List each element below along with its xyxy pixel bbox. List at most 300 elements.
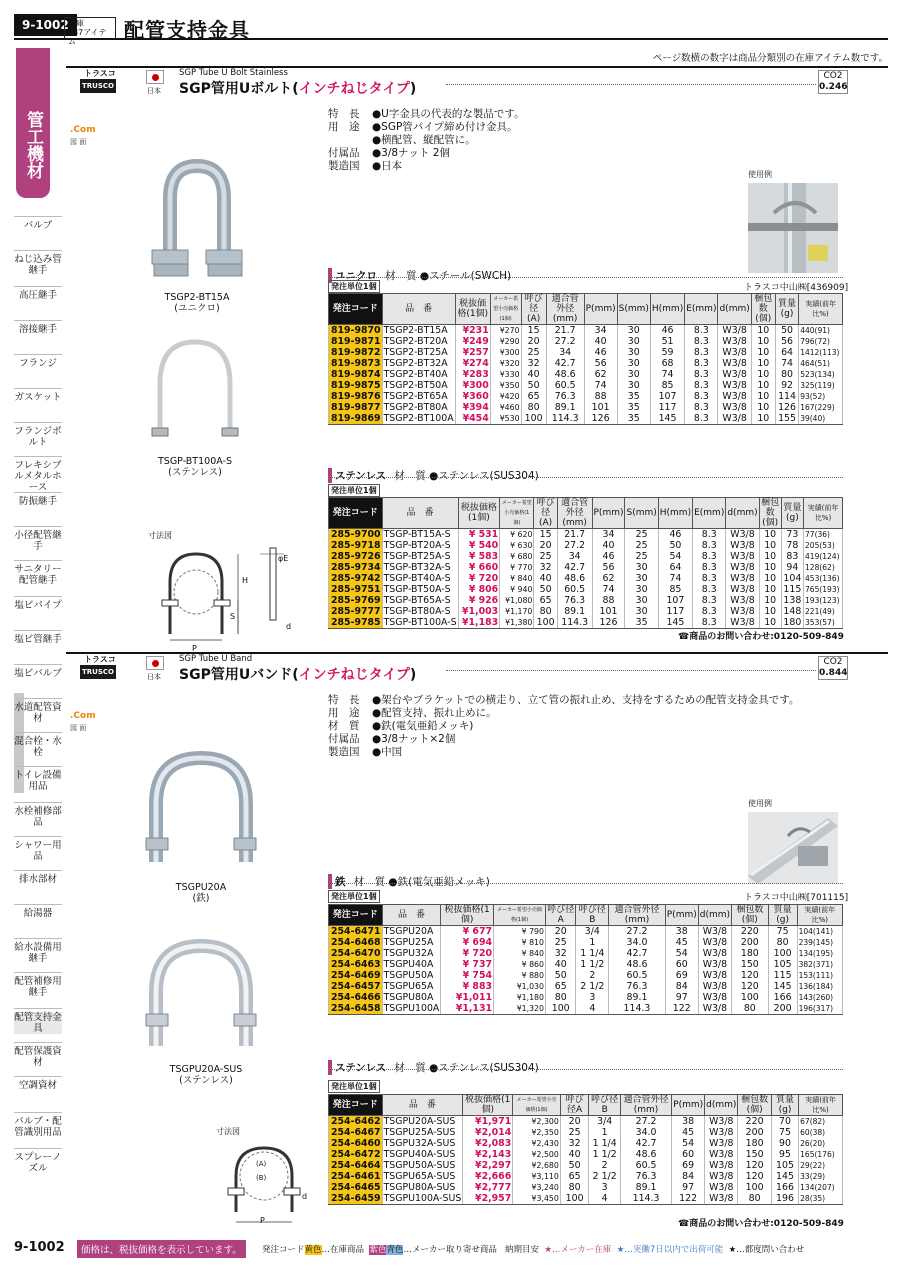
column-header: 品 番: [382, 498, 458, 529]
table-cell: 114.3: [620, 1193, 671, 1205]
table-cell: 74: [592, 584, 625, 595]
table-cell: 83: [781, 551, 803, 562]
sidebar-item[interactable]: 塩ビバルブ: [14, 668, 62, 679]
product-subtitle: SGP Tube U Bolt Stainless: [179, 68, 288, 78]
table-cell: 10: [759, 551, 781, 562]
table-row[interactable]: [329, 937, 843, 948]
sidebar-item[interactable]: 混合栓・水栓: [14, 736, 62, 758]
table-cell: 34: [557, 551, 592, 562]
column-header: 適合管外径(mm): [557, 498, 592, 529]
order-code[interactable]: 285-9734: [329, 562, 383, 573]
table-row[interactable]: [329, 959, 843, 970]
order-code[interactable]: 819-9869: [329, 413, 383, 425]
table-cell: 68: [650, 358, 684, 369]
dim-p: P: [260, 1216, 265, 1225]
table-cell: 60(38): [799, 1127, 843, 1138]
order-code[interactable]: 254-6472: [329, 1149, 383, 1160]
table-header-row: [329, 498, 843, 529]
table-cell: 8.3: [693, 529, 726, 541]
table-cell: 80: [545, 992, 575, 1003]
table-row[interactable]: [329, 606, 843, 617]
order-code[interactable]: 285-9769: [329, 595, 383, 606]
sidebar-item[interactable]: 水栓補修部品: [14, 806, 62, 828]
table-row[interactable]: [329, 1003, 843, 1015]
table-cell: 100: [534, 617, 557, 629]
table-cell: W3/8: [705, 1160, 738, 1171]
sidebar-item[interactable]: スプレーノズル: [14, 1152, 62, 1174]
table-cell: 30: [617, 325, 650, 337]
part-number: TSGPU20A-SUS: [382, 1116, 463, 1128]
usage-photo: [748, 169, 838, 274]
table-cell: 76.3: [620, 1171, 671, 1182]
table-cell: 27.2: [557, 540, 592, 551]
table-cell: 54: [665, 948, 698, 959]
order-code[interactable]: 819-9870: [329, 325, 383, 337]
table-cell: 114.3: [557, 617, 592, 629]
table-row[interactable]: [329, 1160, 843, 1171]
table-cell: 30: [617, 369, 650, 380]
sidebar-item[interactable]: 小径配管継手: [14, 530, 62, 552]
sidebar-item[interactable]: フレキシブルメタルホース: [14, 460, 62, 493]
feature-label: 特 長: [328, 108, 360, 120]
feature-text: ●3/8ナット×2個: [372, 733, 456, 745]
table-cell: W3/8: [705, 1116, 738, 1128]
part-number: TSGPU65A-SUS: [382, 1171, 463, 1182]
table-dotted-rule: [328, 883, 843, 884]
column-header: 質量(g): [768, 905, 797, 926]
feature-text: ●U字金具の代表的な製品です。: [372, 108, 525, 120]
feature-row: [328, 121, 808, 134]
price: ¥257: [455, 347, 490, 358]
sidebar-item[interactable]: フランジボルト: [14, 426, 62, 448]
table-cell: 796(72): [799, 336, 843, 347]
sidebar-divider: [14, 456, 62, 457]
part-number: TSGP-BT15A-S: [382, 529, 458, 541]
trusco-logo: TRUSCO: [80, 665, 116, 679]
table-cell: ¥1,320: [494, 1003, 546, 1015]
table-header-row: [329, 905, 843, 926]
part-number: TSGP2-BT15A: [382, 325, 455, 337]
sidebar-divider: [14, 216, 62, 217]
table-cell: 220: [732, 926, 769, 938]
table-row[interactable]: [329, 617, 843, 629]
order-code[interactable]: 254-6461: [329, 1171, 383, 1182]
order-code[interactable]: 254-6469: [329, 970, 383, 981]
page-title: 配管支持金具: [124, 18, 250, 42]
table-cell: ¥300: [490, 347, 521, 358]
table-cell: 46: [584, 347, 617, 358]
product-subtitle: SGP Tube U Band: [179, 654, 253, 664]
dim-a: (A): [256, 1160, 267, 1168]
table-cell: 76.3: [546, 391, 584, 402]
table-cell: 145: [658, 617, 692, 629]
table-cell: 10: [759, 562, 781, 573]
section-u-band: [66, 652, 888, 1232]
dim-b: (B): [256, 1174, 267, 1182]
table-row[interactable]: [329, 584, 843, 595]
sidebar-main-category[interactable]: 管工機材: [16, 48, 50, 198]
table-row[interactable]: [329, 981, 843, 992]
title-dotted-rule: [446, 670, 816, 671]
table-row[interactable]: [329, 1171, 843, 1182]
table-cell: 84: [665, 981, 698, 992]
table-cell: 75: [771, 1127, 798, 1138]
table-cell: 3/4: [589, 1116, 621, 1128]
table-cell: 382(371): [797, 959, 842, 970]
column-header: d(mm): [705, 1095, 738, 1116]
sidebar-item[interactable]: バルブ・配管識別用品: [14, 1116, 62, 1138]
table-cell: 67(82): [799, 1116, 843, 1128]
price: ¥ 883: [441, 981, 494, 992]
table-cell: W3/8: [705, 1171, 738, 1182]
table-cell: 8.3: [685, 391, 718, 402]
sidebar-item[interactable]: 塩ビ管継手: [14, 634, 62, 645]
table-cell: 101: [592, 606, 625, 617]
sidebar-divider: [14, 938, 62, 939]
feature-label: 用 途: [328, 707, 360, 719]
table-row[interactable]: [329, 595, 843, 606]
supplier-ref: トラスコ中山㈱[701115]: [744, 893, 849, 903]
dotcom-drawing-link[interactable]: .Com 図 面: [70, 125, 96, 146]
sidebar-item[interactable]: ガスケット: [14, 392, 62, 403]
order-code[interactable]: 285-9777: [329, 606, 383, 617]
table-cell: 78: [781, 540, 803, 551]
sidebar-item[interactable]: 配管補修用継手: [14, 976, 62, 998]
sidebar-item[interactable]: フランジ: [19, 358, 57, 369]
table-cell: 221(49): [804, 606, 843, 617]
part-number: TSGP-BT50A-S: [382, 584, 458, 595]
table-cell: 60.5: [609, 970, 666, 981]
order-code[interactable]: 285-9718: [329, 540, 383, 551]
table-cell: 35: [617, 413, 650, 425]
table-cell: 74: [658, 573, 692, 584]
feature-text: ●日本: [372, 160, 403, 172]
country-label: 日本: [147, 673, 161, 681]
order-code[interactable]: 285-9700: [329, 529, 383, 541]
table-cell: 32: [545, 948, 575, 959]
table-cell: 51: [650, 336, 684, 347]
table-cell: 30: [625, 606, 658, 617]
feature-text: ●中国: [372, 746, 403, 758]
table-cell: W3/8: [698, 937, 731, 948]
order-code[interactable]: 254-6462: [329, 1116, 383, 1128]
dotcom-drawing-link[interactable]: .Com 図 面: [70, 711, 96, 732]
table-cell: 40: [545, 959, 575, 970]
table-cell: 143(260): [797, 992, 842, 1003]
table-cell: 60.5: [557, 584, 592, 595]
table-cell: 8.3: [693, 551, 726, 562]
sidebar-item[interactable]: 空調資材: [18, 1080, 57, 1091]
table-cell: 27.2: [546, 336, 584, 347]
table-cell: 15: [521, 325, 546, 337]
order-code[interactable]: 254-6471: [329, 926, 383, 938]
sidebar-item[interactable]: サニタリー配管継手: [14, 564, 62, 586]
dim-d: d: [302, 1192, 308, 1201]
table-cell: 145: [650, 413, 684, 425]
sidebar-item[interactable]: 高圧継手: [18, 290, 57, 301]
table-row[interactable]: [329, 551, 843, 562]
table-row[interactable]: [329, 325, 843, 337]
table-cell: 105: [768, 959, 797, 970]
spec-table-stainless: [328, 1094, 843, 1205]
sidebar-item[interactable]: 給湯器: [23, 908, 53, 919]
sidebar-divider: [14, 526, 62, 527]
page-note: ページ数横の数字は商品分類別の在庫アイテム数です。: [652, 53, 888, 64]
table-cell: 62: [592, 573, 625, 584]
part-number: TSGP-BT20A-S: [382, 540, 458, 551]
order-code[interactable]: 285-9726: [329, 551, 383, 562]
order-code[interactable]: 254-6459: [329, 1193, 383, 1205]
price: ¥ 737: [441, 959, 494, 970]
u-bolt-stainless-image: [140, 336, 250, 446]
table-cell: 56: [584, 358, 617, 369]
order-code[interactable]: 254-6467: [329, 1127, 383, 1138]
table-cell: 453(136): [804, 573, 843, 584]
table-row[interactable]: [329, 402, 843, 413]
table-cell: 10: [759, 606, 781, 617]
table-cell: 196(317): [797, 1003, 842, 1015]
table-cell: 100: [768, 948, 797, 959]
table-cell: 88: [592, 595, 625, 606]
table-cell: 75: [768, 926, 797, 938]
table-cell: 30: [625, 562, 658, 573]
column-header: 品 番: [382, 294, 455, 325]
table-cell: 42.7: [609, 948, 666, 959]
table-row[interactable]: [329, 380, 843, 391]
order-code[interactable]: 285-9751: [329, 584, 383, 595]
table-cell: 8.3: [685, 402, 718, 413]
dim-d: d: [286, 622, 292, 631]
sidebar-item[interactable]: シャワー用品: [14, 840, 62, 862]
table-row[interactable]: [329, 1138, 843, 1149]
table-cell: 1: [576, 937, 609, 948]
column-header: 発注コード: [329, 498, 383, 529]
table-cell: 50: [521, 380, 546, 391]
table-cell: 25: [625, 551, 658, 562]
japan-flag-icon: [146, 656, 164, 670]
order-code[interactable]: 819-9874: [329, 369, 383, 380]
table-cell: W3/8: [698, 948, 731, 959]
price: ¥ 540: [458, 540, 500, 551]
table-cell: 128(62): [804, 562, 843, 573]
price: ¥300: [455, 380, 490, 391]
table-row[interactable]: [329, 1182, 843, 1193]
table-row[interactable]: [329, 970, 843, 981]
table-cell: 73: [781, 529, 803, 541]
table-cell: 45: [672, 1127, 705, 1138]
table-row[interactable]: [329, 391, 843, 402]
table-cell: 117: [658, 606, 692, 617]
sidebar-item[interactable]: 防振継手: [18, 496, 57, 507]
sidebar-item[interactable]: 配管支持金具: [14, 1012, 62, 1034]
table-row[interactable]: [329, 358, 843, 369]
order-code[interactable]: 819-9876: [329, 391, 383, 402]
order-code[interactable]: 285-9742: [329, 573, 383, 584]
column-header: 梱包数(個): [738, 1095, 771, 1116]
table-cell: 107: [650, 391, 684, 402]
table-row[interactable]: [329, 369, 843, 380]
material-badge: 鉄: [328, 874, 349, 889]
features-list: [328, 694, 848, 759]
table-row[interactable]: [329, 992, 843, 1003]
order-code[interactable]: 819-9871: [329, 336, 383, 347]
table-cell: ¥1,080: [500, 595, 534, 606]
table-cell: 114: [775, 391, 798, 402]
table-row[interactable]: [329, 336, 843, 347]
table-cell: ¥3,240: [513, 1182, 561, 1193]
dim-h: H: [242, 576, 249, 585]
contact-phone[interactable]: ☎商品のお問い合わせ:0120-509-849: [678, 1219, 844, 1229]
u-band-steel-image: [136, 750, 266, 870]
table-cell: W3/8: [698, 926, 731, 938]
order-code[interactable]: 254-6458: [329, 1003, 383, 1015]
table-cell: 56: [775, 336, 798, 347]
table-row[interactable]: [329, 529, 843, 541]
table-cell: 8.3: [685, 369, 718, 380]
price: ¥2,014: [463, 1127, 513, 1138]
table-cell: 25: [560, 1127, 589, 1138]
part-number: TSGPU65A: [382, 981, 441, 992]
table-cell: 1 1/4: [589, 1138, 621, 1149]
column-header: 実績(前年比%): [799, 294, 843, 325]
table-cell: W3/8: [718, 413, 751, 425]
table-row[interactable]: [329, 1149, 843, 1160]
feature-label: 材 質: [328, 720, 360, 732]
table-cell: 148: [781, 606, 803, 617]
price: ¥454: [455, 413, 490, 425]
table-cell: ¥ 880: [494, 970, 546, 981]
table-cell: 38: [672, 1116, 705, 1128]
table-cell: 325(119): [799, 380, 843, 391]
table-row[interactable]: [329, 1116, 843, 1128]
material-stainless: [328, 1056, 539, 1075]
table-row[interactable]: [329, 948, 843, 959]
table-cell: 27.2: [609, 926, 666, 938]
table-cell: 80: [534, 606, 557, 617]
sidebar-item[interactable]: トイレ設備用品: [14, 770, 62, 792]
table-cell: 42.7: [557, 562, 592, 573]
order-code[interactable]: 254-6460: [329, 1138, 383, 1149]
table-cell: 10: [759, 617, 781, 629]
table-cell: ¥1,380: [500, 617, 534, 629]
price: ¥1,011: [441, 992, 494, 1003]
table-cell: W3/8: [718, 325, 751, 337]
sidebar-item[interactable]: 給水設備用継手: [14, 942, 62, 964]
table-cell: 30: [625, 595, 658, 606]
sidebar-divider: [14, 1112, 62, 1113]
order-code[interactable]: 254-6468: [329, 937, 383, 948]
table-row[interactable]: [329, 540, 843, 551]
order-code[interactable]: 254-6463: [329, 959, 383, 970]
order-code[interactable]: 819-9875: [329, 380, 383, 391]
table-cell: 34.0: [620, 1127, 671, 1138]
table-cell: 95: [771, 1149, 798, 1160]
sidebar-divider: [14, 388, 62, 389]
table-row[interactable]: [329, 347, 843, 358]
table-cell: 105: [771, 1160, 798, 1171]
price: ¥1,131: [441, 1003, 494, 1015]
sidebar-divider: [14, 250, 62, 251]
table-cell: 8.3: [693, 573, 726, 584]
table-cell: W3/8: [726, 595, 759, 606]
table-cell: W3/8: [726, 540, 759, 551]
order-code[interactable]: 285-9785: [329, 617, 383, 629]
table-cell: W3/8: [718, 402, 751, 413]
sidebar-item[interactable]: 塩ビパイプ: [14, 600, 62, 611]
column-header: 実績(前年比%): [804, 498, 843, 529]
table-cell: 64: [658, 562, 692, 573]
table-row[interactable]: [329, 1193, 843, 1205]
table-row[interactable]: [329, 1127, 843, 1138]
table-row[interactable]: [329, 562, 843, 573]
sidebar-item[interactable]: 配管保護資材: [14, 1046, 62, 1068]
table-cell: 30: [617, 358, 650, 369]
table-cell: 88: [584, 391, 617, 402]
table-row[interactable]: [329, 413, 843, 425]
product-title: SGP管用Uバンド(インチねじタイプ): [179, 667, 417, 683]
table-row[interactable]: [329, 573, 843, 584]
table-cell: 134(195): [797, 948, 842, 959]
order-code[interactable]: 254-6466: [329, 992, 383, 1003]
usage-label: 使用例: [748, 799, 772, 808]
order-code[interactable]: 819-9873: [329, 358, 383, 369]
table-cell: ¥ 770: [500, 562, 534, 573]
sidebar-item[interactable]: ねじ込み管継手: [14, 254, 62, 276]
sidebar-divider: [14, 664, 62, 665]
table-cell: 69: [665, 970, 698, 981]
sidebar-divider: [14, 320, 62, 321]
table-cell: 3: [589, 1182, 621, 1193]
order-code[interactable]: 254-6464: [329, 1160, 383, 1171]
table-cell: ¥ 840: [500, 573, 534, 584]
column-header: E(mm): [685, 294, 718, 325]
table-cell: 107: [658, 595, 692, 606]
part-number: TSGPU40A: [382, 959, 441, 970]
sidebar-item[interactable]: バルブ: [23, 220, 53, 231]
table-cell: 2 1/2: [589, 1171, 621, 1182]
table-cell: ¥ 840: [494, 948, 546, 959]
sidebar-item[interactable]: 溶接継手: [18, 324, 57, 335]
part-number: TSGPU25A: [382, 937, 441, 948]
order-code[interactable]: 254-6465: [329, 1182, 383, 1193]
table-cell: 100: [560, 1193, 589, 1205]
table-cell: 2: [576, 970, 609, 981]
table-cell: 27.2: [620, 1116, 671, 1128]
material-steel: [328, 870, 490, 889]
order-code[interactable]: 819-9877: [329, 402, 383, 413]
order-unit: 発注単位1個: [328, 484, 380, 497]
table-cell: 77(36): [804, 529, 843, 541]
table-cell: 54: [658, 551, 692, 562]
table-cell: ¥2,500: [513, 1149, 561, 1160]
sidebar-item[interactable]: 排水部材: [18, 874, 57, 885]
column-header: 税抜価格(1個): [441, 905, 494, 926]
table-row[interactable]: [329, 926, 843, 938]
price: ¥2,083: [463, 1138, 513, 1149]
feature-text: ●3/8ナット 2個: [372, 147, 450, 159]
spec-table-stainless: [328, 497, 843, 629]
material-text: 材 質 ●ステンレス(SUS304): [394, 470, 539, 482]
order-code[interactable]: 819-9872: [329, 347, 383, 358]
contact-phone[interactable]: ☎商品のお問い合わせ:0120-509-849: [678, 632, 844, 642]
order-code[interactable]: 254-6457: [329, 981, 383, 992]
table-cell: W3/8: [718, 391, 751, 402]
order-code[interactable]: 254-6470: [329, 948, 383, 959]
sidebar-item[interactable]: 水道配管資材: [14, 702, 62, 724]
table-cell: 101: [584, 402, 617, 413]
table-cell: W3/8: [726, 617, 759, 629]
table-cell: 97: [665, 992, 698, 1003]
